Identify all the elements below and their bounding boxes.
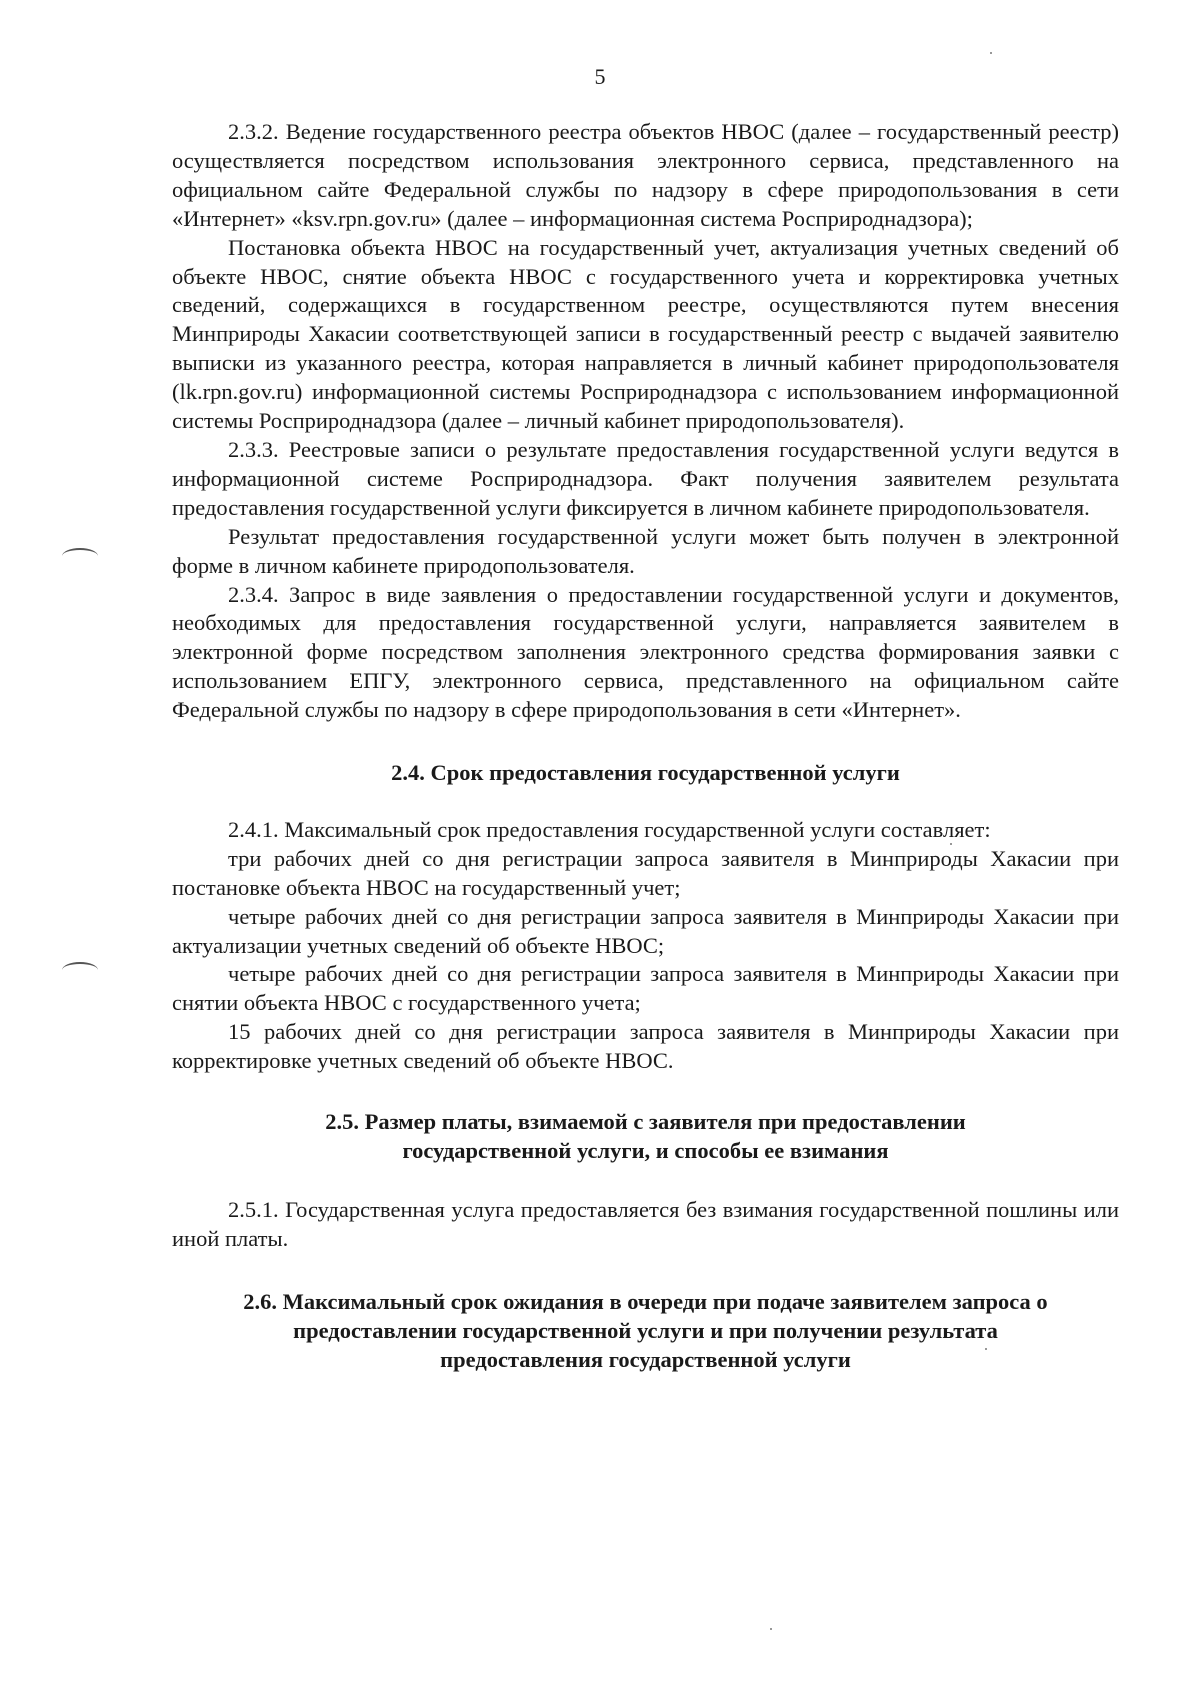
paragraph-2-4-1: 2.4.1. Максимальный срок предоставления государственной услуги составляет:: [228, 816, 991, 842]
heading-2-6-line-3: предоставления государственной услуги: [440, 1346, 851, 1372]
heading-2-6: [172, 1288, 1119, 1375]
list-item-term-1: три рабочих дней со дня регистрации запроса заявителя в Минприроды Хакасии при постановке объекта НВОС на государственный учет;: [172, 845, 1119, 900]
scan-mark-1: [62, 548, 98, 564]
scan-mark-2: [62, 962, 98, 978]
paragraph-result: Результат предоставления государственной услуги может быть получен в электронной форме в личном кабинете природопользователя.: [172, 523, 1119, 578]
paragraph-2-3-2: 2.3.2. Ведение государственного реестра объектов НВОС (далее – государственный реестр) осуществляется посредством использования электронного сервиса, представленного на официальном сайте Федеральной службы по надзору в сфере природопользования в сети «Интернет» «ksv.rpn.gov.ru» (далее – информационная система Росприроднадзора);: [172, 119, 1119, 231]
page-number: 5: [594, 64, 606, 89]
paragraph-2-3-4: 2.3.4. Запрос в виде заявления о предоставлении государственной услуги и документов, необходимых для предоставления государственной услуги, направляется заявителем в электронной форме посредством заполнения электронного средства формирования заявки с использованием ЕПГУ, электронного сервиса, представленного на официальном сайте Федеральной службы по надзору в сфере природопользования в сети «Интернет».: [172, 581, 1119, 723]
heading-2-6-line-1: 2.6. Максимальный срок ожидания в очереди при подаче заявителем запроса о: [243, 1288, 1048, 1314]
paragraph-2-3-3: 2.3.3. Реестровые записи о результате предоставления государственной услуги ведутся в информационной системе Росприроднадзора. Факт получения заявителем результата предоставления государственной услуги фиксируется в личном кабинете природопользователя.: [172, 436, 1119, 520]
paragraph-2-5-1: 2.5.1. Государственная услуга предоставляется без взимания государственной пошлины или иной платы.: [172, 1196, 1119, 1251]
heading-2-6-line-2: предоставлении государственной услуги и при получении результата: [293, 1317, 998, 1343]
heading-2-4: 2.4. Срок предоставления государственной услуги: [391, 760, 900, 786]
paragraph-registration: Постановка объекта НВОС на государственный учет, актуализация учетных сведений об объекте НВОС, снятие объекта НВОС с государственного учета и корректировка учетных сведений, содержащихся в государственном реестре, осуществляются путем внесения Минприроды Хакасии соответствующей записи в государственный реестр с выдачей заявителю выписки из указанного реестра, которая направляется в личный кабинет природопользователя (lk.rpn.gov.ru) информационной системы Росприроднадзора с использованием информационной системы Росприроднадзора (далее – личный кабинет природопользователя).: [172, 234, 1119, 434]
document-body: [172, 118, 1119, 1374]
heading-2-5-line-1: 2.5. Размер платы, взимаемой с заявителя при предоставлении: [325, 1109, 966, 1135]
scan-speck-1: [990, 52, 992, 54]
list-item-term-2: четыре рабочих дней со дня регистрации запроса заявителя в Минприроды Хакасии при актуализации учетных сведений об объекте НВОС;: [172, 903, 1119, 958]
list-item-term-3: четыре рабочих дней со дня регистрации запроса заявителя в Минприроды Хакасии при снятии объекта НВОС с государственного учета;: [172, 961, 1119, 1016]
heading-2-5-line-2: государственной услуги, и способы ее взимания: [402, 1138, 889, 1163]
heading-2-5: [172, 1108, 1119, 1166]
list-item-term-4: 15 рабочих дней со дня регистрации запроса заявителя в Минприроды Хакасии при корректировке учетных сведений об объекте НВОС.: [172, 1019, 1119, 1074]
scan-speck-4: [770, 1628, 772, 1630]
